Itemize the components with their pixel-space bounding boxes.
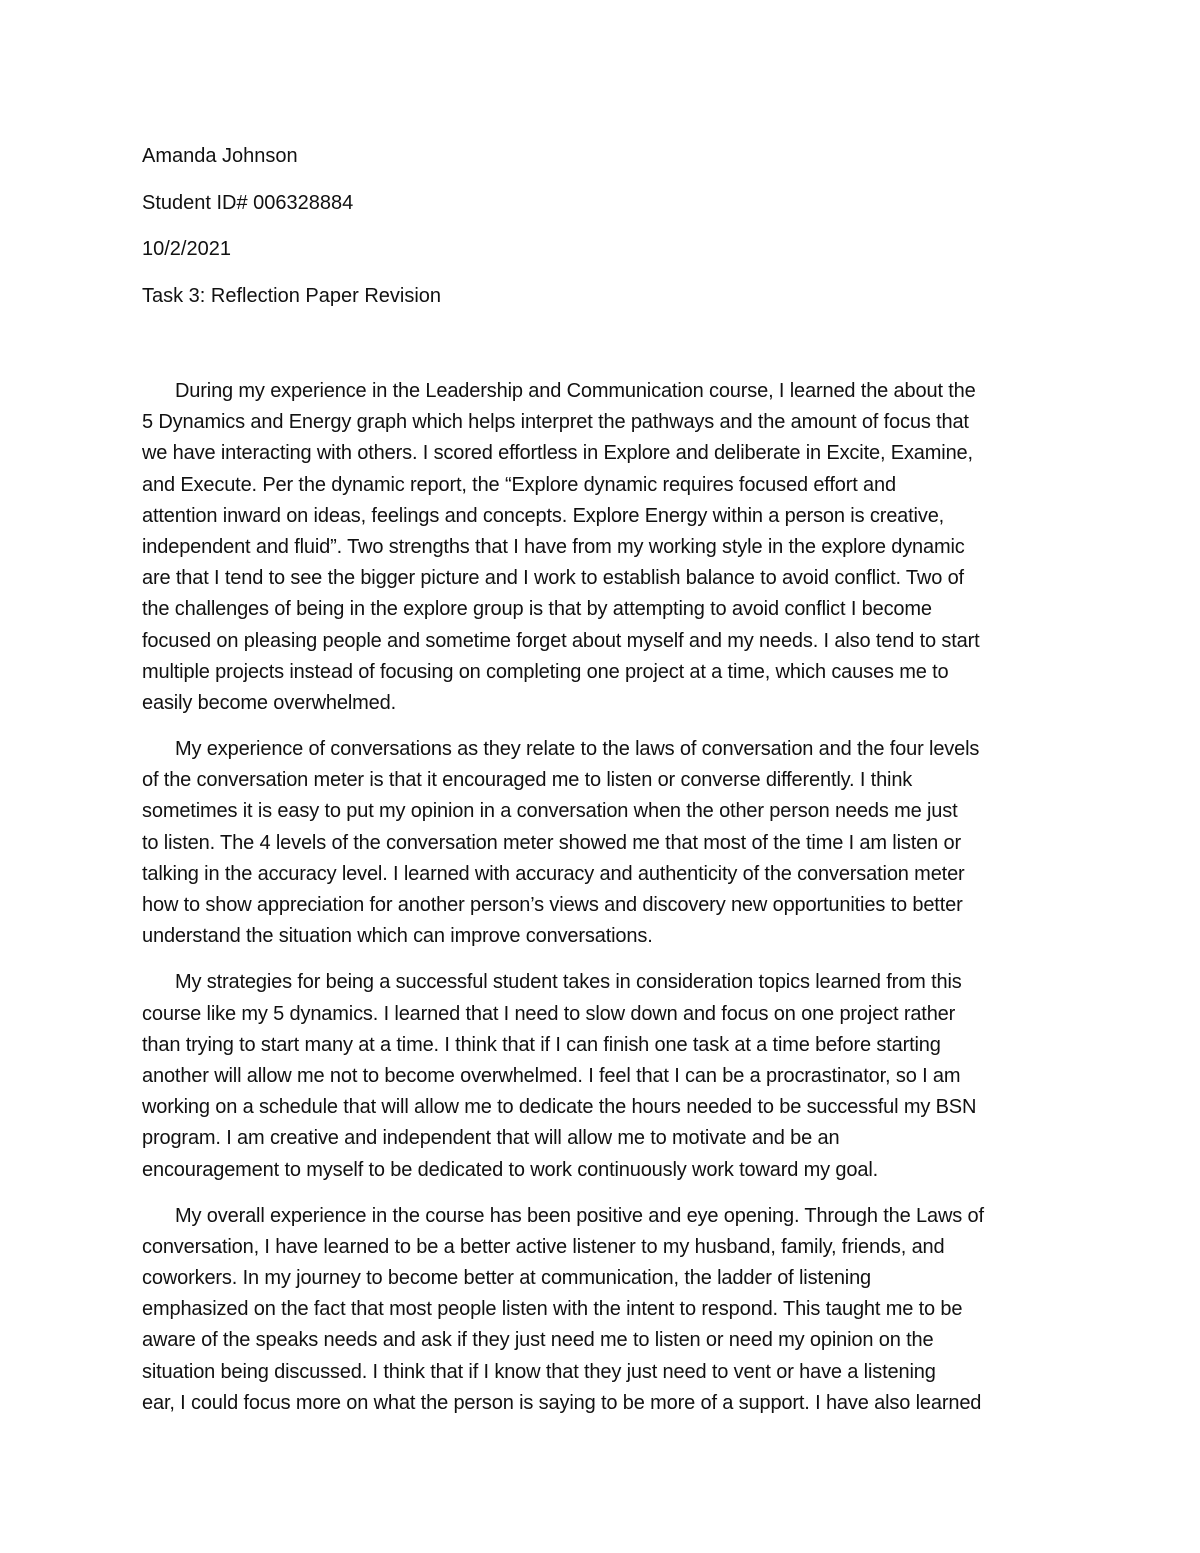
paragraph-line: the challenges of being in the explore group is that by attempting to avoid conflict I become	[142, 598, 932, 621]
paragraph-line: program. I am creative and independent that will allow me to motivate and be an	[142, 1127, 840, 1150]
paragraph-4	[142, 1201, 1072, 1419]
paragraph-line: coworkers. In my journey to become better at communication, the ladder of listening	[142, 1267, 872, 1290]
paragraph-line: multiple projects instead of focusing on completing one project at a time, which causes me to	[142, 660, 949, 683]
paragraph-line: working on a schedule that will allow me to dedicate the hours needed to be successful my BSN	[142, 1096, 977, 1119]
paragraph-line: another will allow me not to become overwhelmed. I feel that I can be a procrastinator, so I am	[142, 1064, 961, 1087]
paragraph-line: easily become overwhelmed.	[142, 691, 397, 714]
paragraph-line: attention inward on ideas, feelings and concepts. Explore Energy within a person is creative,	[142, 504, 945, 527]
paragraph-line: ear, I could focus more on what the person is saying to be more of a support. I have also learned	[142, 1391, 982, 1414]
paragraph-line: emphasized on the fact that most people listen with the intent to respond. This taught me to be	[142, 1298, 963, 1321]
paragraph-line: During my experience in the Leadership and Communication course, I learned the about the	[175, 380, 976, 402]
paragraph-line: we have interacting with others. I scored effortless in Explore and deliberate in Excite, Examine,	[142, 442, 973, 465]
document-body	[142, 376, 1072, 1434]
document-date: 10/2/2021	[142, 238, 231, 260]
paragraph-line: sometimes it is easy to put my opinion in a conversation when the other person needs me just	[142, 800, 958, 823]
paragraph-1	[142, 376, 1072, 719]
paragraph-line: and Execute. Per the dynamic report, the “Explore dynamic requires focused effort and	[142, 473, 896, 496]
paragraph-3	[142, 967, 1072, 1185]
paragraph-line: focused on pleasing people and sometime forget about myself and my needs. I also tend to start	[142, 629, 980, 652]
paragraph-line: to listen. The 4 levels of the conversation meter showed me that most of the time I am listen or	[142, 831, 961, 854]
paragraph-line: are that I tend to see the bigger picture and I work to establish balance to avoid conflict. Two of	[142, 567, 964, 590]
paragraph-line: talking in the accuracy level. I learned with accuracy and authenticity of the conversation meter	[142, 862, 965, 885]
paragraph-line: 5 Dynamics and Energy graph which helps interpret the pathways and the amount of focus that	[142, 411, 969, 434]
paragraph-line: situation being discussed. I think that if I know that they just need to vent or have a listening	[142, 1360, 936, 1383]
author-name: Amanda Johnson	[142, 145, 298, 167]
document-header	[142, 142, 1072, 328]
paragraph-line: course like my 5 dynamics. I learned that I need to slow down and focus on one project rather	[142, 1002, 956, 1025]
paragraph-line: than trying to start many at a time. I think that if I can finish one task at a time before starting	[142, 1033, 941, 1056]
document-title: Task 3: Reflection Paper Revision	[142, 284, 442, 307]
paragraph-line: My experience of conversations as they relate to the laws of conversation and the four levels	[175, 738, 980, 761]
paragraph-line: of the conversation meter is that it encouraged me to listen or converse differently. I think	[142, 769, 913, 792]
paragraph-line: My strategies for being a successful student takes in consideration topics learned from this	[175, 971, 962, 994]
paragraph-line: understand the situation which can improve conversations.	[142, 925, 653, 948]
paragraph-line: independent and fluid”. Two strengths that I have from my working style in the explore dynamic	[142, 535, 965, 558]
paragraph-line: conversation, I have learned to be a better active listener to my husband, family, friends, and	[142, 1235, 945, 1258]
student-id: Student ID# 006328884	[142, 191, 354, 214]
paragraph-line: encouragement to myself to be dedicated to work continuously work toward my goal.	[142, 1158, 879, 1181]
paragraph-line: aware of the speaks needs and ask if they just need me to listen or need my opinion on the	[142, 1329, 934, 1352]
paragraph-2	[142, 734, 1072, 952]
paragraph-line: how to show appreciation for another person’s views and discovery new opportunities to better	[142, 894, 963, 916]
paragraph-line: My overall experience in the course has been positive and eye opening. Through the Laws of	[175, 1204, 984, 1227]
